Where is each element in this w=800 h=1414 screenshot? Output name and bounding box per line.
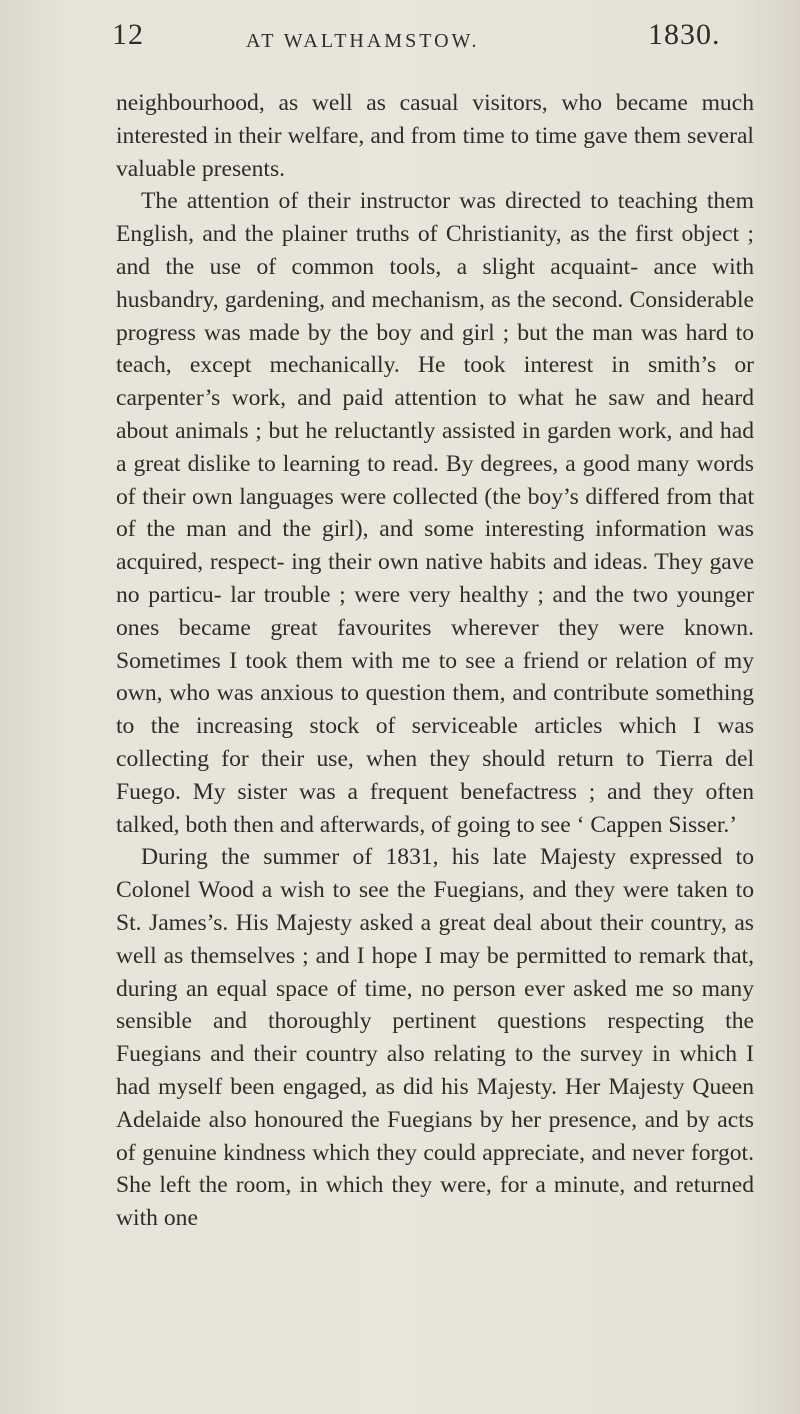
- page-header: [0, 18, 800, 58]
- paragraph-instruction: The attention of their instructor was directed to teaching them English, and the plainer truths of Christianity, as the first object ; and the use of common tools, a slight acquaint- ance with husbandry, gardening, and mechanism, as the second. Considerable progress was made by the boy and girl ; but the man was hard to teach, except mechanically. He took interest in smith’s or carpenter’s work, and paid attention to what he saw and heard about animals ; but he reluctantly assisted in garden work, and had a great dislike to learning to read. By degrees, a good many words of their own languages were collected (the boy’s differed from that of the man and the girl), and some interesting information was acquired, respect- ing their own native habits and ideas. They gave no particu- lar trouble ; were very healthy ; and the two younger ones became great favourites wherever they were known. Sometimes I took them with me to see a friend or relation of my own, who was anxious to question them, and contribute something to the increasing stock of serviceable articles which I was collecting for their use, when they should return to Tierra del Fuego. My sister was a frequent benefactress ; and they often talked, both then and afterwards, of going to see ‘ Cappen Sisser.’: [116, 188, 754, 838]
- body-text: [116, 87, 754, 1235]
- page-number: 12: [112, 18, 144, 51]
- header-year: 1830.: [648, 18, 721, 51]
- paragraph-royal-visit: During the summer of 1831, his late Majesty expressed to Colonel Wood a wish to see the Fuegians, and they were taken to St. James’s. His Majesty asked a great deal about their country, as well as themselves ; and I hope I may be permitted to remark that, during an equal space of time, no person ever asked me so many sensible and thoroughly pertinent questions respecting the Fuegians and their country also relating to the survey in which I had myself been engaged, as did his Majesty. Her Majesty Queen Adelaide also honoured the Fuegians by her presence, and by acts of genuine kindness which they could appreciate, and never forgot. She left the room, in which they were, for a minute, and returned with one: [116, 844, 754, 1232]
- paragraph-continuation: neighbourhood, as well as casual visitors, who became much interested in their welfare, and from time to time gave them several valuable presents.: [116, 90, 754, 182]
- running-head: AT WALTHAMSTOW.: [246, 30, 480, 52]
